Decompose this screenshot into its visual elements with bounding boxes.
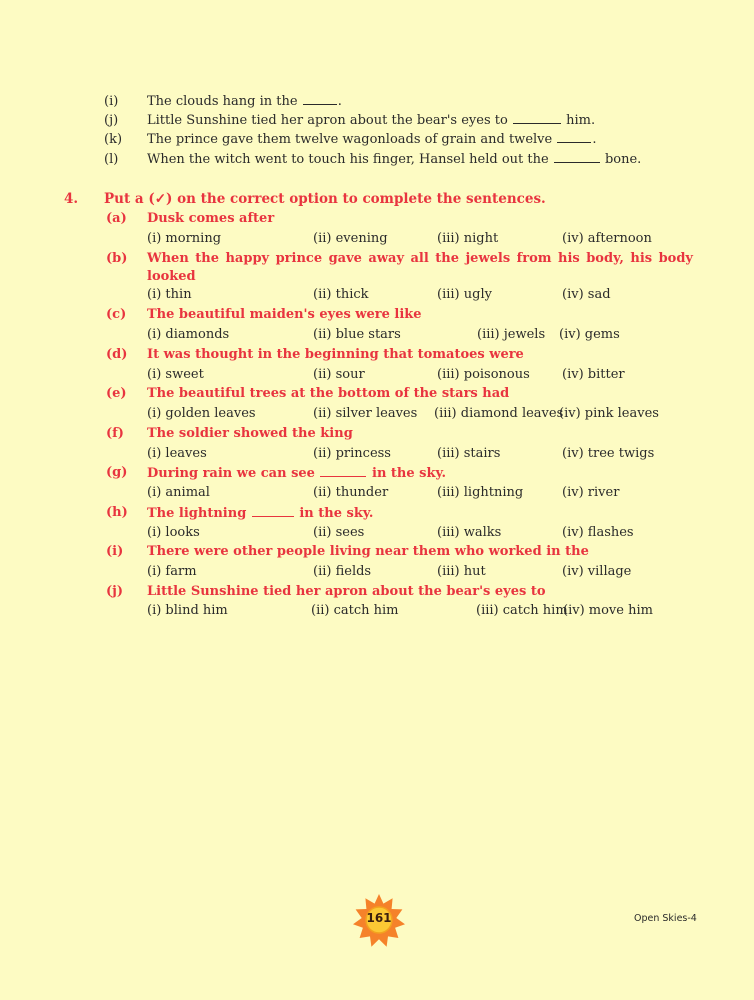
option[interactable]: (iv) tree twigs: [562, 446, 655, 461]
option[interactable]: (ii) blue stars: [313, 327, 401, 342]
option[interactable]: (i) diamonds: [147, 327, 230, 342]
option[interactable]: (i) morning: [147, 231, 222, 246]
question-text: Dusk comes after: [147, 211, 275, 226]
blank-line: [252, 504, 294, 517]
sentence-text: bone.: [604, 152, 642, 167]
blank-line: [303, 92, 337, 105]
option[interactable]: (i) looks: [147, 525, 200, 540]
option[interactable]: (ii) thick: [313, 287, 369, 302]
option[interactable]: (ii) sour: [313, 367, 365, 382]
option[interactable]: (iii) diamond leaves: [434, 406, 564, 421]
question-label: (c): [106, 307, 127, 322]
item-label: (i): [104, 94, 119, 109]
question-text-part: The lightning: [147, 506, 247, 521]
option[interactable]: (ii) thunder: [313, 485, 389, 500]
question-text: The beautiful maiden's eyes were like: [147, 307, 422, 322]
option[interactable]: (i) thin: [147, 287, 192, 302]
option[interactable]: (iv) river: [562, 485, 620, 500]
question-label: (g): [106, 465, 128, 480]
option[interactable]: (i) farm: [147, 564, 197, 579]
fill-blank-item: [0, 111, 754, 131]
option[interactable]: (iv) move him: [563, 603, 653, 618]
option[interactable]: (iii) stairs: [437, 446, 501, 461]
question-text: There were other people living near them who worked in the: [147, 544, 589, 559]
sentence-text: The clouds hang in the: [147, 94, 298, 109]
item-label: (k): [104, 132, 123, 147]
option[interactable]: (iii) lightning: [437, 485, 524, 500]
item-label: (l): [104, 152, 119, 167]
option[interactable]: (iv) flashes: [562, 525, 634, 540]
option[interactable]: (i) sweet: [147, 367, 204, 382]
option[interactable]: (iv) sad: [562, 287, 611, 302]
item-label: (j): [104, 113, 119, 128]
sentence-text: him.: [566, 113, 596, 128]
option[interactable]: (iii) jewels: [477, 327, 546, 342]
question-text: The beautiful trees at the bottom of the stars had: [147, 386, 510, 401]
question-text: [147, 464, 693, 483]
question-label: (i): [106, 544, 124, 559]
question-text-part: in the sky.: [299, 506, 374, 521]
option[interactable]: (iii) hut: [437, 564, 486, 579]
blank-line: [513, 111, 561, 124]
section-title: Put a (✓) on the correct option to complete the sentences.: [104, 191, 546, 207]
option[interactable]: (iv) bitter: [562, 367, 625, 382]
question-text: [147, 504, 693, 523]
option[interactable]: (ii) silver leaves: [313, 406, 418, 421]
page-number: 161: [366, 911, 392, 925]
option[interactable]: (iv) pink leaves: [559, 406, 659, 421]
blank-line: [557, 130, 591, 143]
option[interactable]: (iii) walks: [437, 525, 502, 540]
option[interactable]: (ii) fields: [313, 564, 372, 579]
question-label: (e): [106, 386, 127, 401]
option[interactable]: (iii) catch him: [476, 603, 568, 618]
question-text-part: in the sky.: [372, 466, 447, 481]
question-text-part: During rain we can see: [147, 466, 315, 481]
question-label: (b): [106, 251, 128, 266]
fill-blank-item: [0, 92, 754, 112]
option[interactable]: (i) animal: [147, 485, 210, 500]
blank-line: [320, 464, 366, 477]
page-number-badge: [352, 893, 406, 947]
option[interactable]: (i) golden leaves: [147, 406, 256, 421]
question-text: It was thought in the beginning that tomatoes were: [147, 347, 524, 362]
option[interactable]: (iii) poisonous: [437, 367, 530, 382]
sentence-text: When the witch went to touch his finger, Hansel held out the: [147, 152, 549, 167]
question-label: (f): [106, 426, 124, 441]
section-number: 4.: [64, 191, 79, 207]
question-label: (h): [106, 505, 128, 520]
question-text: When the happy prince gave away all the jewels from his body, his body looked: [147, 251, 693, 284]
question-label: (d): [106, 347, 128, 362]
option[interactable]: (ii) evening: [313, 231, 388, 246]
option[interactable]: (iii) night: [437, 231, 499, 246]
question-label: (a): [106, 211, 127, 226]
option[interactable]: (ii) princess: [313, 446, 391, 461]
blank-line: [554, 150, 600, 163]
sentence-text: Little Sunshine tied her apron about the bear's eyes to: [147, 113, 508, 128]
sentence-text: The prince gave them twelve wagonloads of grain and twelve: [147, 132, 553, 147]
option[interactable]: (iv) gems: [559, 327, 620, 342]
option[interactable]: (ii) catch him: [311, 603, 399, 618]
option[interactable]: (ii) sees: [313, 525, 365, 540]
option[interactable]: (i) blind him: [147, 603, 228, 618]
book-series-title: Open Skies-4: [634, 913, 697, 924]
option[interactable]: (iii) ugly: [437, 287, 492, 302]
question-text: Little Sunshine tied her apron about the bear's eyes to: [147, 584, 546, 599]
sentence-text: .: [337, 94, 342, 109]
option[interactable]: (iv) village: [562, 564, 632, 579]
fill-blank-item: [0, 150, 754, 170]
question-text: The soldier showed the king: [147, 426, 353, 441]
sentence-text: .: [592, 132, 597, 147]
option[interactable]: (i) leaves: [147, 446, 207, 461]
option[interactable]: (iv) afternoon: [562, 231, 652, 246]
question-label: (j): [106, 584, 124, 599]
fill-blank-item: [0, 130, 754, 150]
